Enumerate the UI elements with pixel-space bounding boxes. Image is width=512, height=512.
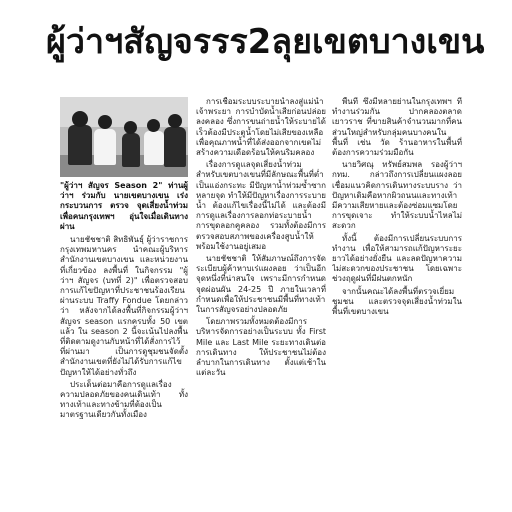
col2-paragraph-4: โดยภาพรวมทั้งหมดต้องมีการบริหารจัดการอย่างเป็นระบบ ทั้ง First Mile และ Last Mile ระยะทางเดินต่อการเดินทาง ให้ประชาชนไม่ต้องลำบากในการเดินทาง ตั้งแต่เช้าในแต่ละวัน [196, 317, 326, 378]
article-column-3 [332, 97, 462, 507]
col2-paragraph-1: การเชื่อมระบบระบายน้ำลงสู่แม่น้ำเจ้าพระยา การบำบัดน้ำเสียก่อนปล่อยลงคลอง ซึ่งการขนถ่ายน้ำให้ระบายได้เร็วต้องมีประตูน้ำโดยไม่เสียของเหลือเพื่อคุณภาพน้ำที่ได้ส่งออกจากเขตไม่สร้างความเดือดร้อนให้คนริมคลอง [196, 97, 326, 158]
col3-paragraph-4: จากนั้นคณะได้ลงพื้นที่ตรวจเยี่ยมชุมชน และตรวจจุดเสี่ยงน้ำท่วมในพื้นที่เขตบางเขน [332, 286, 462, 317]
article-column-2 [196, 97, 326, 507]
col3-paragraph-2: นายวิศณุ ทรัพย์สมพล รองผู้ว่าฯ กทม. กล่าวถึงการเปลี่ยนแผงลอยเชื่อมแนวคิดการเดินทางระบบราง ว่า ปัญหาเดิมคือหากผิวถนนและทางเท้ามีความเสียหายและต้องซ่อมแซมโดยการขุดเจาะ ทำให้ระบบน้ำไหลไม่สะดวก [332, 160, 462, 231]
headline: ผู้ว่าฯสัญจรรร2ลุยเขตบางเขน [46, 22, 485, 62]
col2-paragraph-3: นายชัชชาติ ให้สัมภาษณ์ถึงการจัดระเบียบผู้ค้าหาบเร่แผงลอย ว่าเป็นอีกจุดหนึ่งที่น่าสนใจ เพราะมีการกำหนดจุดผ่อนผัน 24-25 ปี ภายในเวลาที่กำหนดเพื่อให้ประชาชนมีพื้นที่ทางเท้าในการสัญจรอย่างปลอดภัย [196, 254, 326, 315]
article-column-1 [60, 181, 188, 511]
col1-paragraph-2: ประเด็นต่อมาคือการดูแลเรื่องความปลอดภัยของคนเดินเท้า ทั้งทางเท้าและทางข้ามที่ต้องเป็นมาตรฐานเดียวกันทั้งเมือง [60, 379, 188, 420]
col3-paragraph-3: ทั้งนี้ ต้องมีการเปลี่ยนระบบการทำงาน เพื่อให้สามารถแก้ปัญหาระยะยาวได้อย่างยั่งยืน และลดปัญหาความไม่สะดวกของประชาชน โดยเฉพาะช่วงฤดูฝนที่มีฝนตกหนัก [332, 233, 462, 284]
col3-paragraph-1: พื้นที่ ซึ่งมีหลายย่านในกรุงเทพฯ ที่ทำงานร่วมกัน ปากคลองตลาด เยาวราช ที่ขายสินค้าจำนวนมากที่คนส่วนใหญ่สำหรับกลุ่มคนบางคนในพื้นที่ เช่น วัด ร้านอาหารในพื้นที่ต้องการความร่วมมือกัน [332, 97, 462, 158]
col2-paragraph-2: เรื่องการดูแลจุดเสี่ยงน้ำท่วม สำหรับเขตบางเขนที่มีลักษณะพื้นที่ต่ำเป็นแอ่งกระทะ มีปัญหาน้ำท่วมซ้ำซากหลายจุด ทำให้มีปัญหาเรื่องการระบายน้ำ ต้องแก้ไขเรื่องนี้ไม่ได้ และต้องมีการดูแลเรื่องการลอกท่อระบายน้ำ การขุดลอกคูคลอง รวมทั้งต้องมีการตรวจสอบสภาพของเครื่องสูบน้ำให้พร้อมใช้งานอยู่เสมอ [196, 160, 326, 251]
col1-paragraph-1: นายชัชชาติ สิทธิพันธุ์ ผู้ว่าราชการกรุงเทพมหานคร นำคณะผู้บริหาร สำนักงานเขตบางเขน และหน่วยงานที่เกี่ยวข้อง ลงพื้นที่ ในกิจกรรม "ผู้ว่าฯ สัญจร (บทที่ 2)" เพื่อตรวจสอบการแก้ไขปัญหาที่ประชาชนร้องเรียนผ่านระบบ Traffy Fondue โดยกล่าวว่า หลังจากได้ลงพื้นที่กิจกรรมผู้ว่าฯ สัญจร season แรกครบทั้ง 50 เขตแล้ว ใน season 2 นี้จะเน้นไปลงพื้นที่ติดตามดูงานกับหน้าที่ได้สั่งการไว้ ที่ผ่านมา เป็นการดูชุมชนจัดตั้งสำนักงานเขตที่ยังไม่ได้รับการแก้ไขปัญหาให้ได้อย่างทั่วถึง [60, 235, 188, 377]
photo-caption: "ผู้ว่าฯ สัญจร Season 2" ท่านผู้ว่าฯ ร่วมกับ นายเขตบางเขน เร่งกระบวนการ ตรวจ จุดเสี่ยงน้ำท่วม เพื่อคนกรุงเทพฯ อุ่นใจเมื่อเดินทางผ่าน [60, 181, 188, 231]
news-photo [60, 97, 188, 177]
